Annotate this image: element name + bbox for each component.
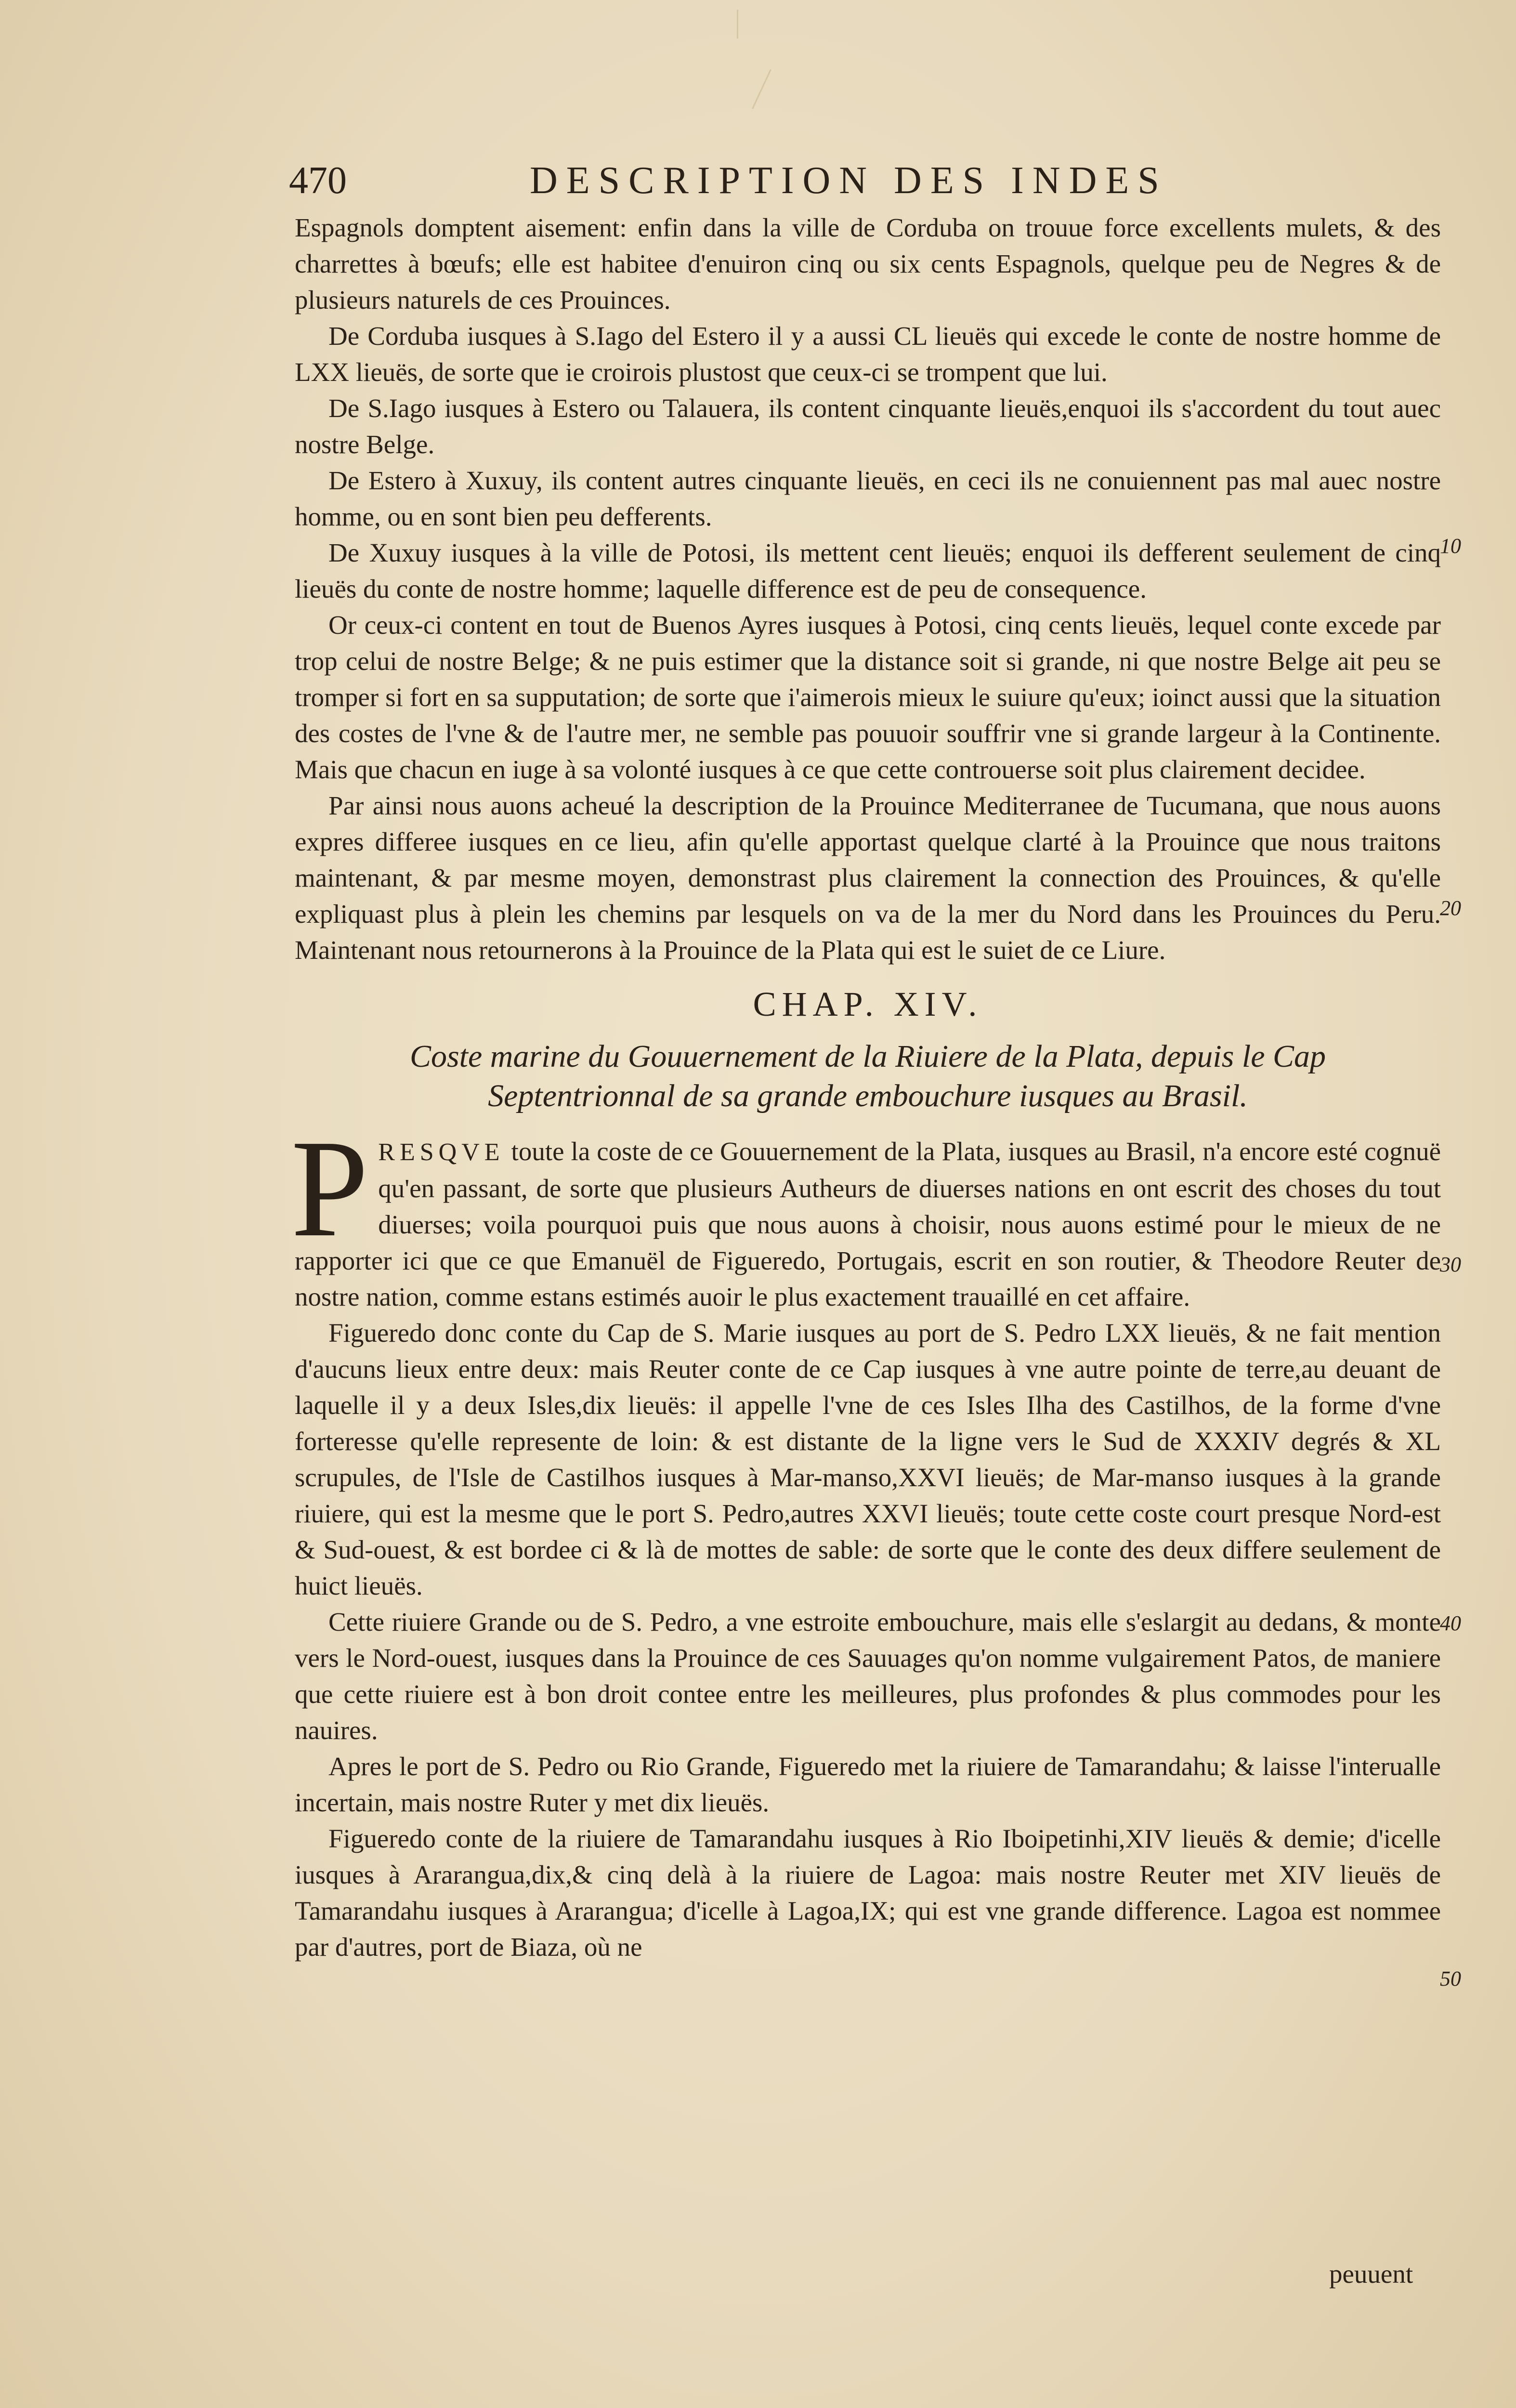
- chapter-title-line: Coste marine du Gouuernement de la Riuiere de la Plata, depuis le Cap: [409, 1039, 1326, 1074]
- paragraph: Cette riuiere Grande ou de S. Pedro, a vne estroite embouchure, mais elle s'eslargit au dedans, & monte vers le Nord-ouest, iusques dans la Prouince de ces Sauuages qu'on nomme vulgairement Patos, de maniere que cette riuiere est à bon droit contee entre les meilleures, plus profondes & plus commodes pour les nauires.: [295, 1607, 1441, 1745]
- paragraph: Par ainsi nous auons acheué la description de la Prouince Mediterranee de Tucumana, que nous auons expres differee iusques en ce lieu, afin qu'elle apportast quelque clarté à la Prouince que nous traitons maintenant, & par mesme moyen, demonstrast plus clairement la connection des Prouinces, & qu'elle expliquast plus à plein les chemins par lesquels on va de la mer du Nord dans les Prouinces du Peru. Maintenant nous retournerons à la Prouince de la Plata qui est le suiet de ce Liure.: [295, 791, 1441, 965]
- paper-mark: [752, 69, 771, 109]
- paragraph-continued: Espagnols domptent aisement: enfin dans la ville de Corduba on trouue force excellents mulets, & des charrettes à bœufs; elle est habitee d'enuiron cinq ou six cents Espagnols, quelque peu de Negres & de plusieurs naturels de ces Prouinces.: [295, 213, 1441, 314]
- margin-line-numbers: [1440, 0, 1493, 2408]
- chapter-title-line: Septentrionnal de sa grande embouchure iusques au Brasil.: [488, 1078, 1248, 1113]
- paper-mark: [737, 10, 738, 39]
- chapter-heading: CHAP. XIV.: [753, 985, 983, 1023]
- paragraph: De Estero à Xuxuy, ils content autres cinquante lieuës, en ceci ils ne conuiennent pas mal auec nostre homme, ou en sont bien peu defferents.: [295, 466, 1441, 531]
- line-number: 40: [1440, 1611, 1461, 1635]
- line-number: 30: [1440, 1253, 1461, 1276]
- catchword: peuuent: [1329, 2259, 1413, 2289]
- paragraph: Figueredo conte de la riuiere de Tamarandahu iusques à Rio Iboipetinhi,XIV lieuës & demie; d'icelle iusques à Ararangua,dix,& cinq delà à la riuiere de Lagoa: mais nostre Reuter met XIV lieuës de Tamarandahu iusques à Ararangua; d'icelle à Lagoa,IX; qui est vne grande difference. Lagoa est nommee par d'autres, port de Biaza, où ne: [295, 1824, 1441, 1962]
- paragraph: Figueredo donc conte du Cap de S. Marie iusques au port de S. Pedro LXX lieuës, & ne fait mention d'aucuns lieux entre deux: mais Reuter conte de ce Cap iusques à vne autre pointe de terre,au deuant de laquelle il y a deux Isles,dix lieuës: il appelle l'vne de ces Isles Ilha des Castilhos, de la forme d'vne forteresse qu'elle represente de loin: & est distante de la ligne vers le Sud de XXXIV degrés & XL scrupules, de l'Isle de Castilhos iusques à Mar-manso,XXVI lieuës; de Mar-manso iusques à la grande riuiere, qui est la mesme que le port S. Pedro,autres XXVI lieuës; toute cette coste court presque Nord-est & Sud-ouest, & est bordee ci & là de mottes de sable: de sorte que le conte des deux differe seulement de huict lieuës.: [295, 1318, 1441, 1600]
- paragraph: De Corduba iusques à S.Iago del Estero il y a aussi CL lieuës qui excede le conte de nostre homme de LXX lieuës, de sorte que ie croirois plustost que ceux-ci se trompent que lui.: [295, 321, 1441, 387]
- paragraph: De S.Iago iusques à Estero ou Talauera, ils content cinquante lieuës,enquoi ils s'accordent du tout auec nostre Belge.: [295, 393, 1441, 459]
- chapter-first-paragraph: [291, 1111, 1441, 1315]
- paragraph: Apres le port de S. Pedro ou Rio Grande, Figueredo met la riuiere de Tamarandahu; & laisse l'interualle incertain, mais nostre Ruter y met dix lieuës.: [295, 1752, 1441, 1817]
- chapter-title: [295, 1037, 1441, 1116]
- main-text: [291, 209, 1441, 1965]
- paragraph: Or ceux-ci content en tout de Buenos Ayres iusques à Potosi, cinq cents lieuës, lequel conte excede par trop celui de nostre Belge; & ne puis estimer que la distance soit si grande, ni que nostre Belge ait peu se tromper si fort en sa supputation; de sorte que i'aimerois mieux le suiure qu'eux; ioinct aussi que la situation des costes de l'vne & de l'autre mer, ne semble pas pouuoir souffrir vne si grande largeur à la Continente. Mais que chacun en iuge à sa volonté iusques à ce que cette controuerse soit plus clairement decidee.: [295, 610, 1441, 784]
- line-number: 20: [1440, 896, 1461, 920]
- drop-cap: P: [291, 1111, 369, 1266]
- first-paragraph-text: toute la coste de ce Gouuernement de la Plata, iusques au Brasil, n'a encore esté cognuë qu'en passant, de sorte que plusieurs Autheurs de diuerses nations en ont escrit des choses du tout diuerses; voila pourquoi puis que nous auons à choisir, nous auons estimé pour le mieux de ne rapporter ici que ce que Emanuël de Figueredo, Portugais, escrit en son routier, & Theodore Reuter de nostre nation, comme estans estimés auoir le plus exactement trauaillé en cet affaire.: [295, 1137, 1441, 1311]
- running-title: DESCRIPTION DES INDES: [530, 159, 1168, 202]
- page-number: 470: [289, 159, 347, 202]
- page-header: [289, 159, 1348, 212]
- paragraph: De Xuxuy iusques à la ville de Potosi, ils mettent cent lieuës; enquoi ils defferent seulement de cinq lieuës du conte de nostre homme; laquelle difference est de peu de consequence.: [295, 538, 1441, 603]
- first-word-caps: RESQVE: [378, 1139, 505, 1166]
- line-number: 10: [1440, 534, 1461, 558]
- line-number: 50: [1440, 1967, 1461, 1990]
